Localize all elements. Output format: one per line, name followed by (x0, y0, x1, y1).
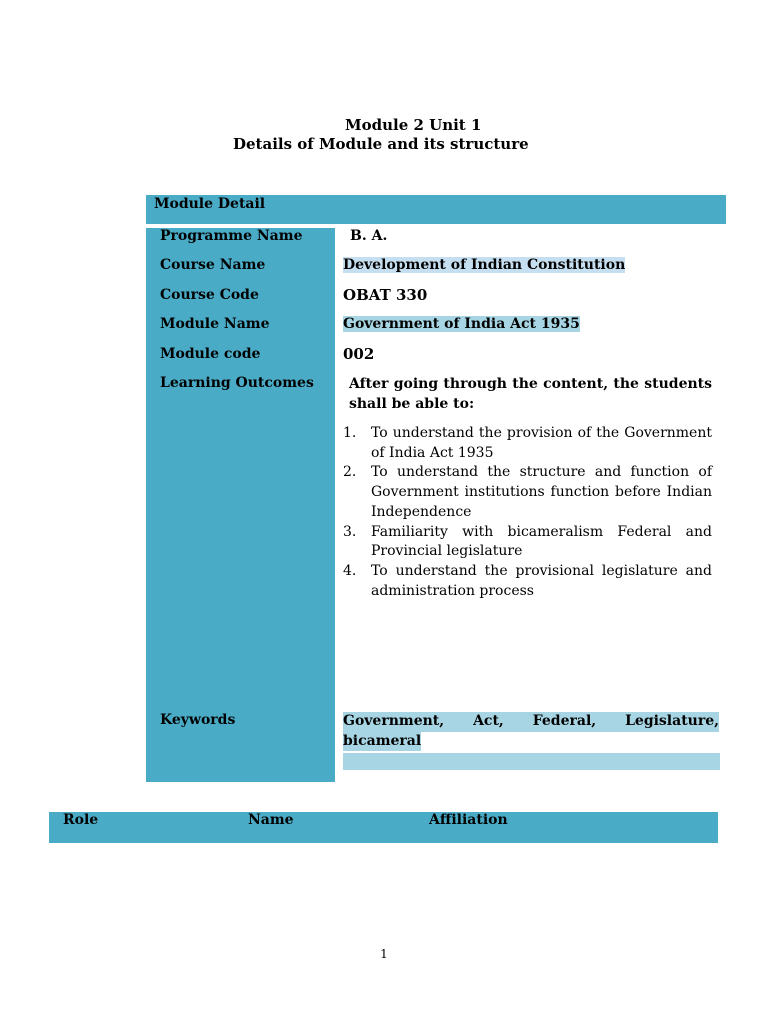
label-module-name: Module Name (160, 316, 270, 332)
module-detail-header (146, 195, 726, 224)
list-item-text: Familiarity with bicameralism Federal and Provincial legislature (371, 523, 712, 560)
learning-outcomes-intro: After going through the content, the students shall be able to: (349, 376, 712, 412)
column-header-role: Role (63, 812, 99, 828)
list-item-text: To understand the provision of the Government of India Act 1935 (371, 425, 712, 461)
value-module-name: Government of India Act 1935 (343, 316, 580, 332)
keyword: Act, (473, 713, 504, 729)
column-header-affiliation: Affiliation (429, 812, 508, 828)
keyword: Government, (343, 713, 445, 729)
page-number: 1 (380, 947, 388, 961)
value-course-code: OBAT 330 (343, 286, 428, 304)
list-item-text: To understand the structure and function of Government institutions function before Indian Independence (371, 464, 712, 520)
list-item-number: 2. (343, 464, 357, 481)
keyword: bicameral (343, 732, 421, 752)
list-item-number: 1. (343, 425, 357, 441)
keyword: Federal, (532, 713, 597, 729)
list-item (343, 463, 712, 522)
keyword: Legislature, (625, 713, 719, 729)
keywords-line (343, 712, 719, 732)
label-programme-name: Programme Name (160, 228, 303, 244)
list-item-number: 4. (343, 562, 357, 579)
module-detail-header-label: Module Detail (154, 196, 266, 212)
label-learning-outcomes: Learning Outcomes (160, 375, 314, 391)
list-item (343, 424, 712, 463)
module-structure-subtitle: Details of Module and its structure (233, 135, 529, 153)
value-module-code: 002 (343, 345, 375, 363)
label-course-name: Course Name (160, 257, 266, 273)
module-detail-label-column (146, 228, 335, 782)
label-course-code: Course Code (160, 287, 259, 303)
learning-outcomes-list (343, 424, 712, 601)
value-course-name: Development of Indian Constitution (343, 257, 626, 273)
list-item (343, 523, 712, 562)
column-header-name: Name (248, 812, 294, 828)
list-item-number: 3. (343, 523, 357, 540)
label-module-code: Module code (160, 346, 261, 362)
label-keywords: Keywords (160, 712, 236, 728)
value-keywords (343, 712, 719, 751)
role-table-header (49, 812, 718, 843)
value-programme-name: B. A. (350, 228, 388, 244)
list-item-text: To understand the provisional legislature and administration process (371, 562, 712, 599)
keywords-highlight-bar (343, 753, 720, 770)
list-item (343, 562, 712, 601)
module-unit-title: Module 2 Unit 1 (345, 116, 482, 134)
